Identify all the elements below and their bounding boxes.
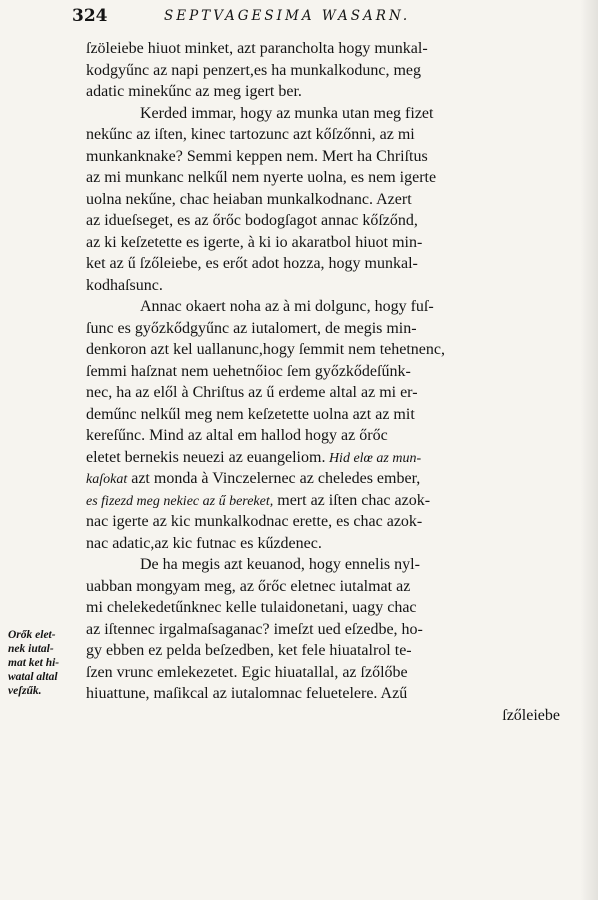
line-text: ſzöleiebe hiuot minket, azt parancholta hogy munkal- — [86, 40, 428, 57]
text-line — [86, 318, 566, 340]
text-line — [86, 167, 566, 189]
line-text: nekűnc az iſten, kinec tartozunc azt kőſzőnni, az mi — [86, 126, 415, 143]
text-line — [86, 339, 566, 361]
text-line — [86, 146, 566, 168]
text-line — [86, 81, 566, 103]
line-text: Kerded immar, hogy az munka utan meg fizet — [140, 104, 434, 122]
text-line — [86, 103, 566, 125]
text-line — [86, 576, 566, 598]
text-line — [86, 382, 566, 404]
text-line — [86, 232, 566, 254]
text-line — [86, 425, 566, 447]
text-line — [86, 619, 566, 641]
marginal-note-line: watal altal — [8, 671, 58, 683]
line-text: uabban mongyam meg, az őrőc eletnec iutalmat az — [86, 577, 411, 595]
text-line — [86, 60, 566, 82]
line-text: gy ebben ez pelda beſzedben, ket fele hiuatalrol te- — [86, 642, 412, 659]
line-text: nec, ha az elől à Chriſtus az ű erdeme altal az mi er- — [86, 384, 418, 401]
line-text: deműnc nelkűl meg nem keſzetette uolna azt az mit — [86, 405, 415, 423]
marginal-note — [8, 628, 92, 698]
marginal-note-line: nek iutal- — [8, 643, 54, 655]
text-line — [86, 683, 566, 705]
text-line — [86, 554, 566, 576]
line-text: munkanknake? Semmi keppen nem. Mert ha Chriſtus — [86, 147, 428, 165]
italic-quote: es fizezd meg nekiec az ű bereket, — [86, 493, 274, 509]
line-text: mi chelekedetűnknec kelle tulaidonetani, uagy chac — [86, 599, 417, 616]
italic-quote: Hid elœ az mun- — [325, 450, 422, 466]
line-text: ket az ű ſzőleiebe, es erőt adot hozza, hogy munkal- — [86, 255, 418, 272]
catchword: ſzőleiebe — [502, 706, 560, 724]
line-text: De ha megis azt keuanod, hogy ennelis nyl- — [140, 556, 420, 573]
line-text: denkoron azt kel uallanunc,hogy ſemmit nem tehetnenc, — [86, 341, 445, 358]
line-text: azt monda à Vinczelernec az cheledes ember, — [127, 470, 421, 487]
line-text: hiuattune, maſikcal az iutalomnac feluetelere. Azű — [86, 685, 408, 702]
text-line — [86, 640, 566, 662]
text-line — [86, 533, 566, 555]
text-line — [86, 189, 566, 211]
text-line — [86, 361, 566, 383]
page-number: 324 — [72, 6, 108, 26]
page-header — [72, 6, 572, 28]
text-line — [86, 447, 566, 469]
text-line — [86, 38, 566, 60]
text-line — [86, 275, 566, 297]
marginal-note-line: mat ket hi- — [8, 657, 60, 669]
line-text: adatic minekűnc az meg igert ber. — [86, 83, 302, 100]
body-text — [86, 38, 566, 726]
line-text: ſemmi haſznat nem uehetnőioc ſem győzkődeſűnk- — [86, 362, 411, 380]
line-text: mert az iſten chac azok- — [273, 491, 431, 509]
line-text: kodgyűnc az napi penzert,es ha munkalkodunc, meg — [86, 61, 421, 79]
text-line — [86, 253, 566, 275]
line-text: az idueſseget, es az őrőc bodogſagot annac kőſzőnd, — [86, 212, 418, 229]
text-line — [86, 511, 566, 533]
text-line — [86, 404, 566, 426]
page-edge-shadow — [580, 0, 598, 900]
text-line — [86, 296, 566, 318]
text-line — [86, 210, 566, 232]
running-title: SEPTVAGESIMA WASARN. — [164, 8, 411, 24]
italic-quote: kaſokat — [86, 472, 128, 487]
line-text: kereſűnc. Mind az altal em hallod hogy az őrőc — [86, 427, 388, 444]
marginal-note-line: veſzűk. — [8, 685, 42, 697]
marginal-note-line: Orők elet- — [8, 629, 56, 641]
line-text: Annac okaert noha az à mi dolgunc, hogy fuſ- — [140, 298, 434, 315]
line-text: uolna nekűne, chac heiaban munkalkodnanc. Azert — [86, 190, 412, 208]
line-text: nac adatic,az kic futnac es kűzdenec. — [86, 534, 322, 552]
text-line — [86, 662, 566, 684]
line-text: eletet bernekis neuezi az euangeliom. — [86, 448, 326, 466]
line-text: ſunc es győzkődgyűnc az iutalomert, de megis min- — [86, 319, 417, 337]
text-line — [86, 124, 566, 146]
text-line — [86, 468, 566, 490]
line-text: ſzen vrunc emlekezetet. Egic hiuatallal, az ſzőlőbe — [86, 663, 408, 681]
text-line — [86, 597, 566, 619]
line-text: az ki keſzetette es igerte, à ki io akaratbol hiuot min- — [86, 233, 423, 251]
line-text: nac igerte az kic munkalkodnac erette, es chac azok- — [86, 513, 423, 530]
line-text: az iſtennec irgalmaſsaganac? imeſzt ued eſzedbe, ho- — [86, 620, 423, 638]
line-text: az mi munkanc nelkűl nem nyerte uolna, es nem igerte — [86, 169, 437, 186]
text-line — [86, 490, 566, 512]
line-text: kodhaſsunc. — [86, 276, 163, 294]
